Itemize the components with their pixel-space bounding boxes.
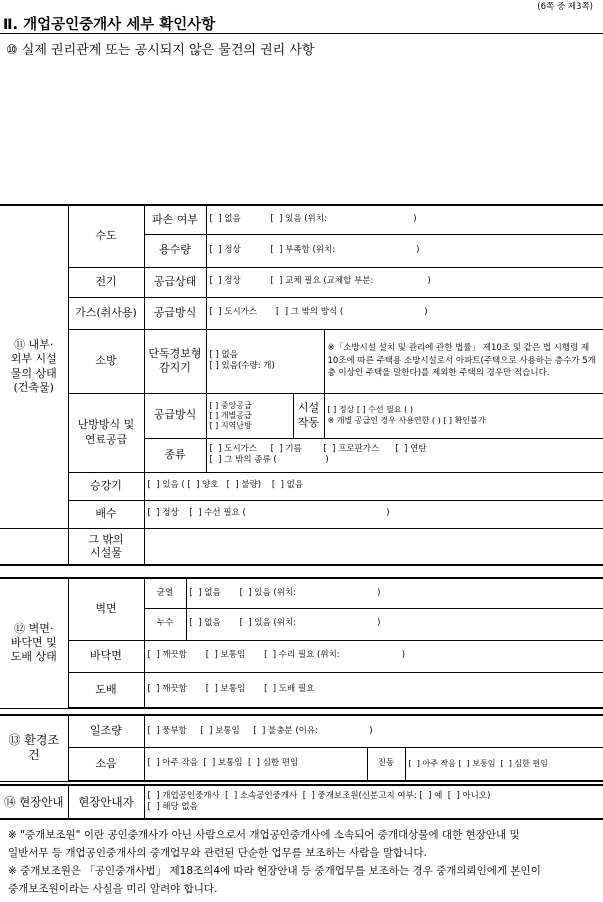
leak-value: [ ] 없음 [ ] 있음 (위치: ) [186,608,603,640]
electric-value: [ ] 정상 [ ] 교체 필요 (교체할 부분: ) [206,267,603,297]
noise-label: 소음 [68,747,144,781]
wall-section-label: ⑫ 벽면· 바닥면 및 도배 상태 [0,578,68,708]
crack-label: 균열 [144,578,186,608]
drainage-value: [ ] 정상 [ ] 수선 필요 ( ) [144,500,603,528]
subtitle-rights: ⑩ 실제 권리관계 또는 공시되지 않은 물건의 권리 사항 [6,43,315,58]
water-amount-label: 용수량 [144,234,206,267]
site-guide-table [0,784,603,820]
fire-note: ※「소방시설 설치 및 관리에 관한 법률」 제10조 및 같은 법 시행령 제10조에 따른 주택용 소방시설로서 아파트(주택으로 사용하는 층수가 5개층 이상인 주택을 말한다)를 제외한 주택의 경우만 적습니다. [324,329,603,393]
fire-detector-value: [ ] 없음 [ ] 있음(수량: 개) [206,329,324,393]
heating-operation-label: 시설작동 [293,393,324,438]
heating-supply-label: 공급방식 [144,393,206,438]
fire-detector-label: 단독경보형 감지기 [144,329,206,393]
interior-facility-table [0,204,603,566]
environment-table [0,714,603,782]
wall-label: 벽면 [68,578,144,640]
noise-value: [ ] 아주 작음 [ ] 보통임 [ ] 심한 편임 [144,747,367,781]
heating-operation-value: [ ] 정상 [ ] 수선 필요 ( ) ※ 개별 공급인 경우 사용연한 ( ) [ ] 확인불가 [324,393,603,438]
wall-floor-table [0,577,603,709]
other-facility-value [144,528,603,565]
heating-type-value: [ ] 도시가스 [ ] 기름 [ ] 프로판가스 [ ] 연탄 [ ] 그 밖의 종류 ( ) [206,438,603,472]
wallpaper-label: 도배 [68,672,144,708]
leak-label: 누수 [144,608,186,640]
sunlight-label: 일조량 [68,715,144,747]
gas-sub-label: 공급방식 [144,297,206,329]
heating-label: 난방방식 및 연료공급 [68,393,144,472]
vibration-value: [ ] 아주 작음 [ ] 보통임 [ ] 심한 편임 [405,747,603,781]
heating-type-label: 종류 [144,438,206,472]
water-amount-value: [ ] 정상 [ ] 부족함 (위치: ) [206,234,603,267]
floor-value: [ ] 깨끗함 [ ] 보통임 [ ] 수리 필요 (위치: ) [144,640,603,672]
note-assistant-disclosure: ※ 중개보조원은 「공인중개사법」 제18조의4에 따라 현장안내 등 중개업무를 보조하는 경우 중개의뢰인에게 본인이 중개보조원이라는 사실을 미리 알려야 합니다. [8,865,541,896]
gas-value: [ ] 도시가스 [ ] 그 밖의 방식 ( ) [206,297,603,329]
electric-sub-label: 공급상태 [144,267,206,297]
floor-label: 바닥면 [68,640,144,672]
site-guide-section-label: ⑭ 현장안내 [0,785,68,819]
page-indicator: (6쪽 중 제3쪽) [537,2,593,12]
interior-section-label: ⑪ 내부· 외부 시설 물의 상태 (건축물) [0,205,68,528]
wallpaper-value: [ ] 깨끗함 [ ] 보통임 [ ] 도배 필요 [144,672,603,708]
crack-value: [ ] 없음 [ ] 있음 (위치: ) [186,578,603,608]
environment-section-label: ⑬ 환경조건 [0,715,68,781]
other-facility-label: 그 밖의 시설물 [68,528,144,565]
title-rule [0,33,603,34]
drainage-label: 배수 [68,500,144,528]
note-assistant-definition: ※ "중개보조원" 이란 공인중개사가 아닌 사람으로서 개업공인중개사에 소속되어 중개대상물에 대한 현장안내 및 일반서무 등 개업공인중개사의 중개업무와 관련된 단순한 업무를 보조하는 사람을 말합니다. [8,829,520,860]
water-damage-label: 파손 여부 [144,205,206,234]
heating-supply-value: [ ] 중앙공급 [ ] 개별공급 [ ] 지역난방 [206,393,293,438]
vibration-label: 진동 [367,747,405,781]
section-title: Ⅱ. 개업공인중개사 세부 확인사항 [3,17,216,33]
elevator-value: [ ] 있음 ( [ ] 양호 [ ] 불량) [ ] 없음 [144,472,603,500]
water-damage-value: [ ] 없음 [ ] 있음 (위치: ) [206,205,603,234]
sunlight-value: [ ] 풍부함 [ ] 보통임 [ ] 불충분 (이유: ) [144,715,603,747]
gas-label: 가스(취사용) [68,297,144,329]
site-guide-value: [ ] 개업공인중개사 [ ] 소속공인중개사 [ ] 중개보조원(신분고지 여부: [ ] 예 [ ] 아니오) [ ] 해당 없음 [144,785,603,819]
site-guide-person-label: 현장안내자 [68,785,144,819]
electric-label: 전기 [68,267,144,297]
fire-label: 소방 [68,329,144,393]
water-label: 수도 [68,205,144,267]
elevator-label: 승강기 [68,472,144,500]
